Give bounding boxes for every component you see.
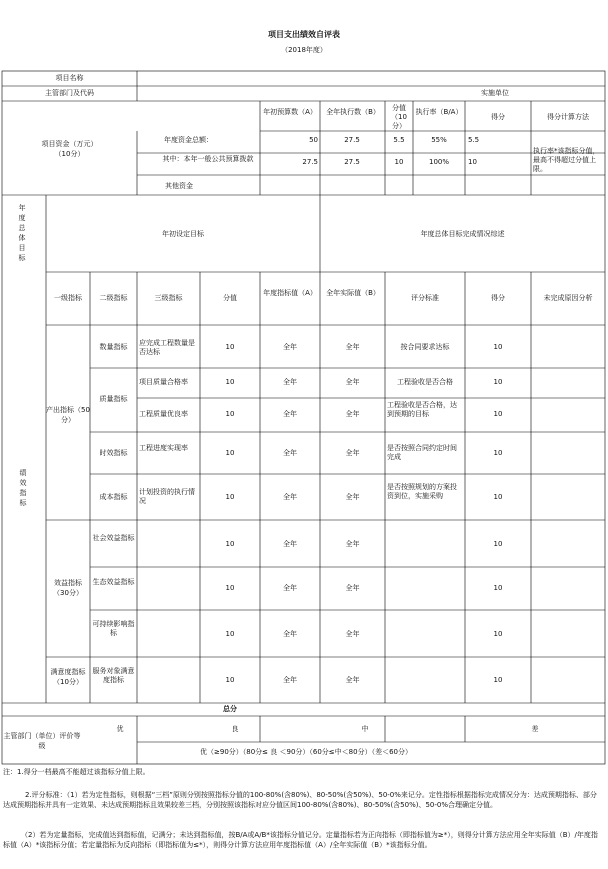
fund-row-total-label: 年度资金总额： [164, 136, 213, 144]
benefit-indicators-label: 效益指标（30分） [53, 579, 83, 597]
grade-good: 良 [231, 725, 239, 733]
note-3: （2）若为定量指标，完成值达到指标值，记满分；未达到指标值，按B/A或A/B*该指标分值记分。定量指标若为正向指标（即指标值为≥*），则得分计算方法应用全年实际值（B）/年度指标值（A）*该指标分值；若定量指标为反向指标（即指标值为≤*），则得分计算方法应用年度指标值（A）/全年实际值（B）*该指标分值。 [3, 831, 598, 849]
fund-row-other-label: 其他资金 [165, 182, 193, 190]
row1-s: 10 [493, 378, 503, 386]
fund-row-public-label: 其中：本年一般公共预算拨款 [162, 155, 254, 163]
row4-a: 全年 [283, 493, 297, 501]
perf-indicators-label: 绩效指标 [19, 469, 27, 507]
fund-row-public-rate: 100% [428, 158, 449, 166]
impl-unit-label: 实施单位 [481, 89, 509, 97]
fund-row-total-a: 50 [309, 136, 318, 144]
method-text: 执行率*该指标分值，最高不得超过分值上限。 [533, 147, 600, 173]
note-1: 注：1.得分一档最高不能超过该指标分值上限。 [3, 768, 150, 776]
row8-v: 10 [225, 676, 235, 684]
hdr-target: 年度指标值（A） [263, 289, 317, 297]
row2-std: 工程验收是否合格，达到预期的目标 [387, 401, 457, 418]
row7-l2: 可持续影响指标 [92, 620, 135, 637]
row5-v: 10 [225, 540, 235, 548]
row6-l2: 生态效益指标 [92, 578, 135, 586]
hdr-score: 得分 [491, 294, 505, 302]
row7-a: 全年 [283, 630, 297, 638]
overall-goal-label: 年度总体目标 [18, 204, 26, 262]
grade-ranges: 优（≥90分）（80分≤ 良 ＜90分）（60分≤中＜80分）（差＜60分） [200, 748, 412, 756]
fund-row-total-v: 5.5 [393, 136, 405, 144]
col-initial-budget: 年初预算数（A） [263, 108, 317, 116]
row6-v: 10 [225, 584, 235, 592]
row2-s: 10 [493, 410, 503, 418]
year-label: （2018年度） [281, 46, 327, 54]
row1-v: 10 [225, 378, 235, 386]
col-exec-rate: 执行率（B/A） [415, 108, 463, 116]
row8-s: 10 [493, 676, 503, 684]
hdr-level2: 二级指标 [99, 294, 128, 302]
row1-a: 全年 [283, 378, 297, 386]
row7-b: 全年 [345, 630, 360, 638]
hdr-level1: 一级指标 [54, 294, 82, 302]
row1-b: 全年 [345, 378, 360, 386]
fund-row-public-score: 10 [468, 158, 477, 166]
row4-s: 10 [493, 493, 503, 501]
row1-std: 工程验收是否合格 [397, 378, 453, 386]
row0-v: 10 [225, 343, 235, 351]
row2-b: 全年 [345, 410, 360, 418]
row4-v: 10 [225, 493, 235, 501]
row2-v: 10 [225, 410, 235, 418]
row7-v: 10 [225, 630, 235, 638]
row4-l3: 计划投资的执行情况 [139, 488, 195, 505]
row2-l3: 工程质量优良率 [139, 410, 188, 418]
note-2: 2.评分标准：（1）若为定性指标，则根据“三档”原则分别按照指标分值的100-80%(含80%)、80-50%(含50%)、50-0%来记分。定性指标根据指标完成情况分为：达成预期指标、部分达成预期指标并具有一定效果、未达成预期指标且效果较差三档，分别按照该指标对应分值区间100-80%(含80%)、80-50%(含50%)、50-0%合理确定分值。 [3, 791, 597, 809]
row6-b: 全年 [345, 584, 360, 592]
row0-l3: 应完成工程数量是否达标 [139, 339, 195, 356]
satisfaction-indicators-label: 满意度指标（10分） [50, 668, 86, 686]
initial-goal-label: 年初设定目标 [162, 230, 204, 238]
output-indicators-label: 产出指标（50分） [46, 406, 90, 424]
hdr-actual: 全年实际值（B） [326, 289, 380, 297]
row8-l2: 服务对象满意度指标 [92, 667, 135, 684]
row6-s: 10 [493, 584, 503, 592]
goal-completion-label: 年度总体目标完成情况综述 [420, 230, 505, 238]
row4-b: 全年 [345, 493, 360, 501]
row3-l2: 时效指标 [99, 449, 128, 457]
grade-excellent: 优 [116, 725, 124, 733]
row0-s: 10 [493, 343, 503, 351]
row2-l2: 质量指标 [99, 395, 128, 403]
grade-label: 主管部门（单位）评价等级 [3, 732, 81, 750]
row4-l2: 成本指标 [99, 493, 128, 501]
row0-std: 按合同要求达标 [400, 343, 450, 351]
fund-row-total-b: 27.5 [344, 136, 360, 144]
hdr-standard: 评分标准 [411, 294, 439, 302]
fund-row-public-b: 27.5 [344, 158, 360, 166]
fund-row-total-score: 5.5 [468, 136, 480, 144]
row8-b: 全年 [345, 676, 360, 684]
row3-s: 10 [493, 449, 503, 457]
row5-s: 10 [493, 540, 503, 548]
grade-medium: 中 [361, 725, 369, 733]
col-method: 得分计算方法 [547, 113, 589, 121]
funds-label: 项目资金（万元） [41, 140, 98, 148]
row0-b: 全年 [345, 343, 360, 351]
fund-row-total-rate: 55% [431, 136, 447, 144]
row3-a: 全年 [283, 449, 297, 457]
col-actual-exec: 全年执行数（B） [326, 108, 380, 116]
row0-a: 全年 [283, 343, 297, 351]
row5-a: 全年 [283, 540, 297, 548]
row1-l3: 项目质量合格率 [139, 378, 188, 386]
row0-l2: 数量指标 [99, 343, 128, 351]
row3-v: 10 [225, 449, 235, 457]
row4-std: 是否按照规划的方案投资到位，实施采购 [387, 483, 457, 500]
col-score-value: 分值（10分） [391, 104, 407, 130]
total-label: 总分 [223, 705, 237, 713]
grade-poor: 差 [531, 725, 539, 733]
hdr-level3: 三级指标 [154, 294, 183, 302]
col-score: 得分 [491, 113, 505, 121]
row2-a: 全年 [283, 410, 297, 418]
hdr-reason: 未完成原因分析 [543, 294, 593, 302]
project-name-label: 项目名称 [55, 74, 84, 82]
row3-l3: 工程进度实现率 [139, 444, 188, 452]
fund-row-public-v: 10 [394, 158, 404, 166]
page-title: 项目支出绩效自评表 [268, 30, 340, 39]
row7-s: 10 [493, 630, 503, 638]
row3-std: 是否按照合同约定时间完成 [387, 444, 457, 461]
row5-b: 全年 [345, 540, 360, 548]
row6-a: 全年 [283, 584, 297, 592]
funds-score-label: （10分） [54, 150, 85, 158]
hdr-score-value: 分值 [223, 294, 237, 302]
row3-b: 全年 [345, 449, 360, 457]
row5-l2: 社会效益指标 [92, 534, 135, 542]
dept-label: 主管部门及代码 [45, 89, 94, 97]
fund-row-public-a: 27.5 [302, 158, 318, 166]
row8-a: 全年 [283, 676, 297, 684]
